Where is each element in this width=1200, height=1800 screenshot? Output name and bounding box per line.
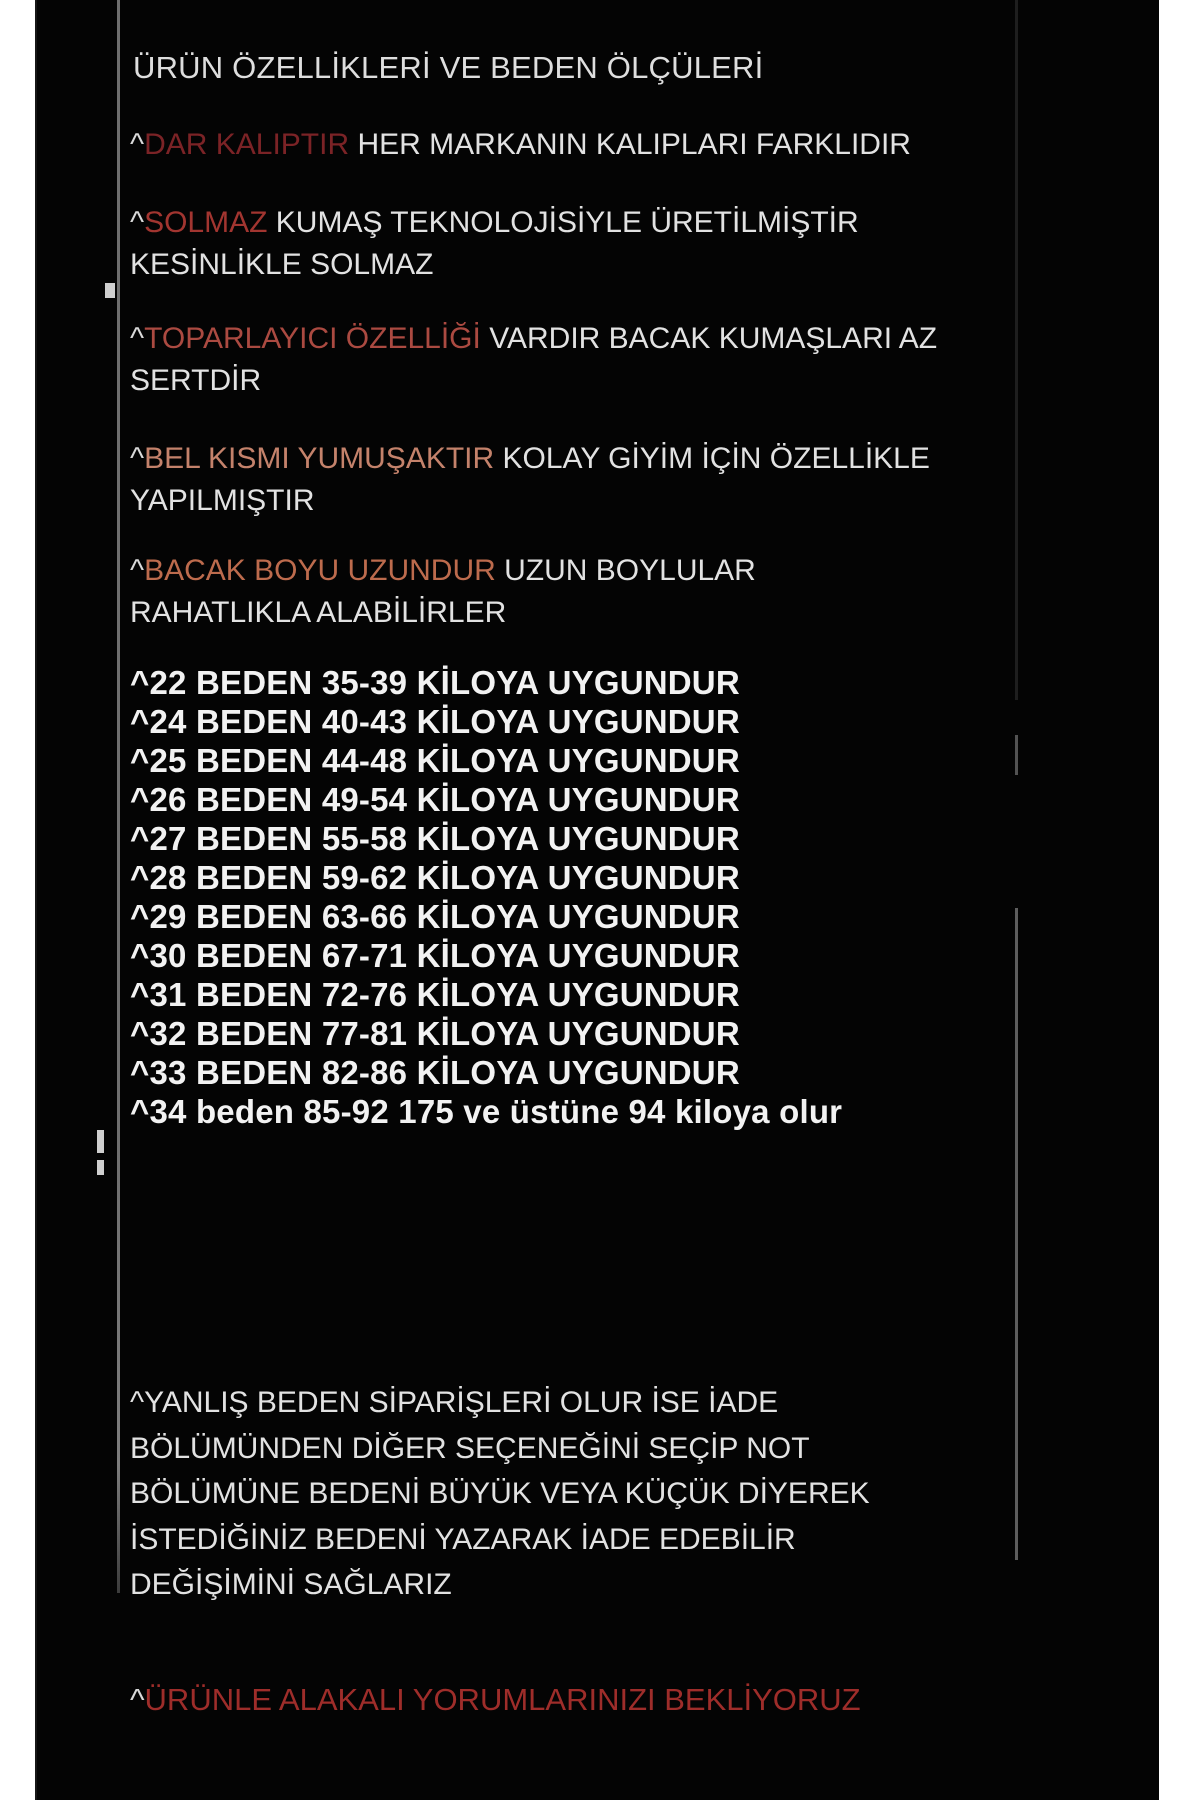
return-policy (130, 1380, 1010, 1608)
return-policy-line: İSTEDİĞİNİZ BEDENİ YAZARAK İADE EDEBİLİR (130, 1522, 796, 1556)
edge-artifact (97, 1160, 104, 1175)
feature-text: UZUN BOYLULAR RAHATLIKLA ALABİLİRLER (130, 554, 756, 629)
feature-text: KUMAŞ TEKNOLOJİSİYLE ÜRETİLMİŞTİR KESİNLİKLE SOLMAZ (130, 206, 859, 281)
feature-highlight: DAR KALIPTIR (144, 128, 350, 161)
feature-fit (130, 124, 1030, 166)
feature-no-fade (130, 202, 900, 286)
return-policy-line: BÖLÜMÜNDEN DİĞER SEÇENEĞİNİ SEÇİP NOT (130, 1431, 810, 1465)
feature-highlight: SOLMAZ (144, 206, 268, 239)
return-policy-line: DEĞİŞİMİNİ SAĞLARIZ (130, 1568, 452, 1601)
size-row: ^29 BEDEN 63-66 KİLOYA UYGUNDUR (130, 898, 740, 935)
caret-mark: ^ (130, 322, 145, 355)
page-title: ÜRÜN ÖZELLİKLERİ VE BEDEN ÖLÇÜLERİ (133, 50, 764, 85)
size-row: ^25 BEDEN 44-48 KİLOYA UYGUNDUR (130, 742, 740, 779)
feature-text: KOLAY GİYİM İÇİN ÖZELLİKLE YAPILMIŞTIR (130, 442, 930, 517)
size-row: ^28 BEDEN 59-62 KİLOYA UYGUNDUR (130, 859, 740, 896)
feature-leg-length (130, 550, 790, 634)
size-row: ^22 BEDEN 35-39 KİLOYA UYGUNDUR (130, 664, 740, 701)
edge-artifact (97, 1130, 104, 1153)
size-row: ^32 BEDEN 77-81 KİLOYA UYGUNDUR (130, 1015, 740, 1052)
feature-highlight: BACAK BOYU UZUNDUR (144, 554, 496, 587)
feature-shaping (130, 318, 970, 402)
comments-request-line (130, 1682, 861, 1718)
edge-artifact (105, 283, 115, 298)
feature-highlight: BEL KISMI YUMUŞAKTIR (144, 442, 495, 475)
right-vertical-rule-bottom (1015, 908, 1018, 1560)
size-row: ^24 BEDEN 40-43 KİLOYA UYGUNDUR (130, 703, 740, 740)
caret-mark: ^ (130, 1682, 145, 1717)
feature-text: HER MARKANIN KALIPLARI FARKLIDIR (349, 128, 911, 161)
size-row: ^33 BEDEN 82-86 KİLOYA UYGUNDUR (130, 1054, 740, 1091)
right-vertical-rule-mid (1015, 735, 1018, 775)
caret-mark: ^ (130, 554, 145, 587)
feature-soft-waist (130, 438, 980, 522)
return-policy-line: BÖLÜMÜNE BEDENİ BÜYÜK VEYA KÜÇÜK DİYEREK (130, 1477, 870, 1510)
caret-mark: ^ (130, 206, 145, 239)
right-vertical-rule-top (1015, 0, 1018, 700)
caret-mark: ^ (130, 128, 145, 161)
return-policy-line: ^YANLIŞ BEDEN SİPARİŞLERİ OLUR İSE İADE (130, 1386, 779, 1419)
size-row: ^27 BEDEN 55-58 KİLOYA UYGUNDUR (130, 820, 740, 857)
feature-text: VARDIR BACAK KUMAŞLARI AZ SERTDİR (130, 322, 938, 397)
size-row: ^34 beden 85-92 175 ve üstüne 94 kiloya olur (130, 1093, 843, 1130)
feature-highlight: TOPARLAYICI ÖZELLİĞİ (144, 322, 481, 355)
comments-request-text: ÜRÜNLE ALAKALI YORUMLARINIZI BEKLİYORUZ (144, 1682, 861, 1717)
size-row: ^30 BEDEN 67-71 KİLOYA UYGUNDUR (130, 937, 740, 974)
size-row: ^31 BEDEN 72-76 KİLOYA UYGUNDUR (130, 976, 740, 1013)
caret-mark: ^ (130, 442, 145, 475)
left-vertical-rule (117, 0, 120, 1593)
size-chart (130, 663, 1010, 1131)
size-row: ^26 BEDEN 49-54 KİLOYA UYGUNDUR (130, 781, 740, 818)
